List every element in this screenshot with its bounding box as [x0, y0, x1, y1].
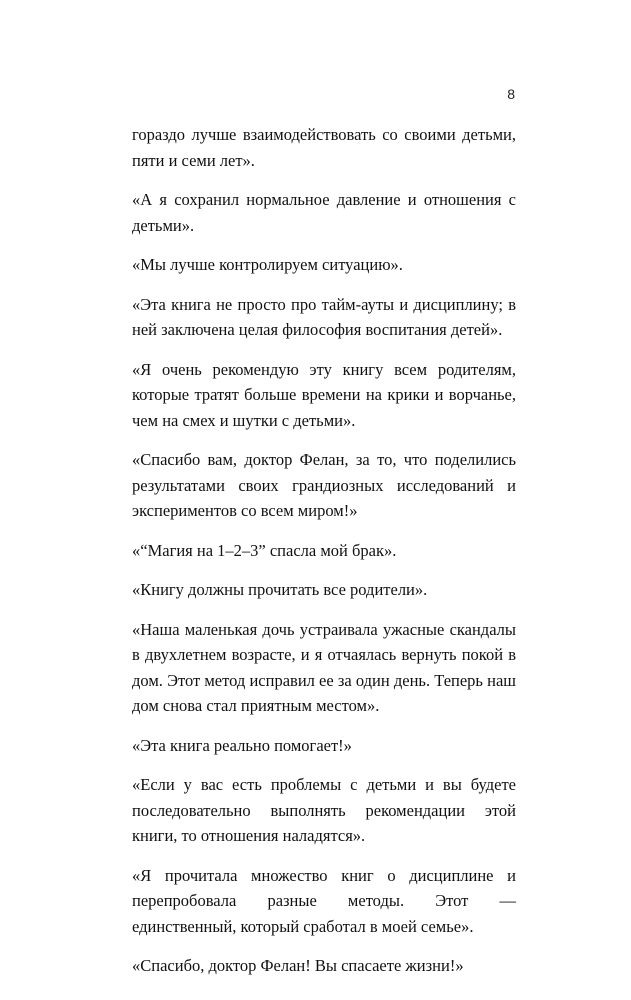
paragraph: «Наша маленькая дочь устраивала ужасные скандалы в двухлетнем возрасте, и я отчаялась вернуть покой в дом. Этот метод исправил ее за один день. Теперь наш дом снова стал приятным местом».: [132, 619, 516, 715]
page-number: 8: [507, 86, 515, 102]
paragraph: «Спасибо, доктор Фелан! Вы спасаете жизни!»: [132, 956, 464, 975]
paragraph: «Я очень рекомендую эту книгу всем родителям, которые тратят больше времени на крики и ворчанье, чем на смех и шутки с детьми».: [132, 359, 516, 430]
paragraph: «Эта книга реально помогает!»: [132, 735, 352, 755]
paragraph: «Мы лучше контролируем ситуацию».: [132, 255, 403, 274]
paragraph: «Эта книга не просто про тайм-ауты и дисциплину; в ней заключена целая философия воспитания детей».: [132, 294, 516, 339]
paragraph: «Если у вас есть проблемы с детьми и вы будете последовательно выполнять рекомендации этой книги, то отношения наладятся».: [132, 775, 516, 845]
testimonials-text: [132, 122, 516, 993]
paragraph: «Спасибо вам, доктор Фелан, за то, что поделились результатами своих грандиозных исследований и экспериментов со всем миром!»: [132, 450, 516, 520]
paragraph: гораздо лучше взаимодействовать со своими детьми, пяти и семи лет».: [132, 125, 516, 170]
paragraph: «А я сохранил нормальное давление и отношения с детьми».: [132, 190, 516, 235]
paragraph: «Книгу должны прочитать все родители».: [132, 580, 428, 599]
paragraph: «“Магия на 1–2–3” спасла мой брак».: [132, 540, 397, 560]
paragraph: «Я прочитала множество книг о дисциплине и перепробовала разные методы. Этот — единственный, который сработал в моей семье».: [132, 865, 516, 936]
